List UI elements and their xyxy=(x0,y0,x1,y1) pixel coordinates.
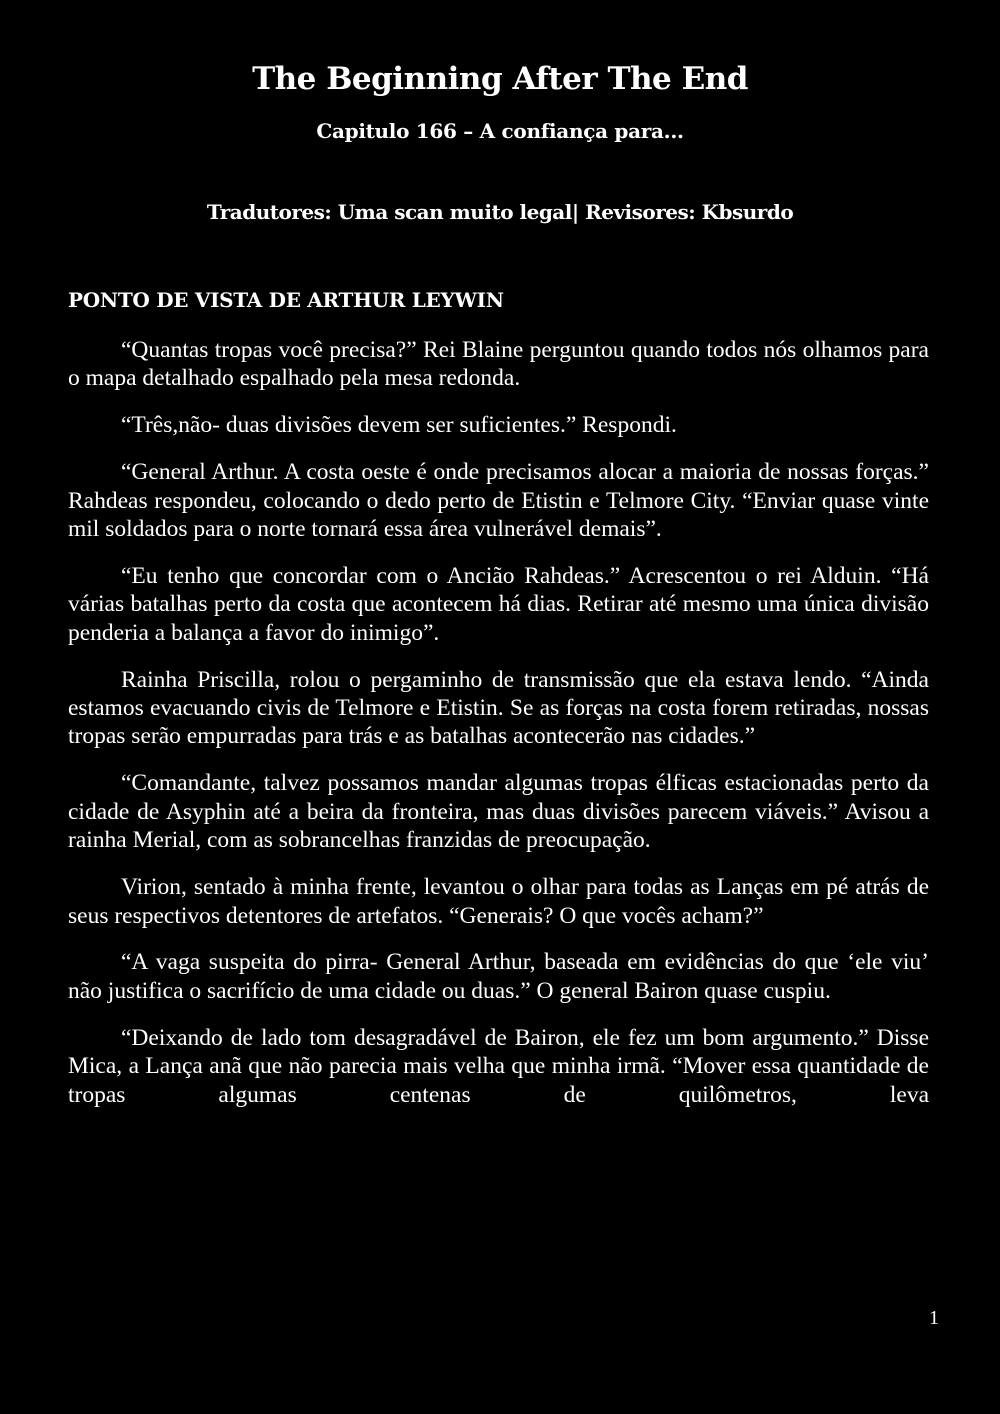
paragraph: “Deixando de lado tom desagradável de Bairon, ele fez um bom argumento.” Disse Mica, a Lança anã que não parecia mais velha que minha irmã. “Mover essa quantidade de tropas algumas centenas de quilômetros, leva xyxy=(68,1024,929,1108)
paragraph: “Quantas tropas você precisa?” Rei Blaine perguntou quando todos nós olhamos para o mapa detalhado espalhado pela mesa redonda. xyxy=(68,337,929,392)
paragraph: “Comandante, talvez possamos mandar algumas tropas élficas estacionadas perto da cidade de Asyphin até a beira da fronteira, mas duas divisões parecem viáveis.” Avisou a rainha Merial, com as sobrancelhas franzidas de preocupação. xyxy=(68,770,929,854)
paragraph: “Eu tenho que concordar com o Ancião Rahdeas.” Acrescentou o rei Alduin. “Há várias batalhas perto da costa que acontecem há dias. Retirar até mesmo uma única divisão penderia a balança a favor do inimigo”. xyxy=(68,562,929,646)
paragraph: “General Arthur. A costa oeste é onde precisamos alocar a maioria de nossas forças.” Rahdeas respondeu, colocando o dedo perto de Etistin e Telmore City. “Enviar quase vinte mil soldados para o norte tornará essa área vulnerável demais”. xyxy=(68,459,929,543)
credits-line: Tradutores: Uma scan muito legal| Revisores: Kbsurdo xyxy=(206,200,794,224)
paragraph: Rainha Priscilla, rolou o pergaminho de transmissão que ela estava lendo. “Ainda estamos evacuando civis de Telmore e Etistin. Se as forças na costa forem retiradas, nossas tropas serão empurradas para trás e as batalhas acontecerão nas cidades.” xyxy=(68,666,929,750)
paragraph: Virion, sentado à minha frente, levantou o olhar para todas as Lanças em pé atrás de seus respectivos detentores de artefatos. “Generais? O que vocês acham?” xyxy=(68,874,929,929)
chapter-body xyxy=(68,336,929,1109)
paragraph: “Três,não- duas divisões devem ser suficientes.” Respondi. xyxy=(121,412,677,439)
paragraph: “A vaga suspeita do pirra- General Arthur, baseada em evidências do que ‘ele viu’ não justifica o sacrifício de uma cidade ou duas.” O general Bairon quase cuspiu. xyxy=(68,949,929,1004)
pov-heading: PONTO DE VISTA DE ARTHUR LEYWIN xyxy=(68,288,504,312)
chapter-title: Capitulo 166 – A confiança para... xyxy=(316,119,684,143)
book-title: The Beginning After The End xyxy=(252,61,748,97)
page-number: 1 xyxy=(929,1307,939,1329)
